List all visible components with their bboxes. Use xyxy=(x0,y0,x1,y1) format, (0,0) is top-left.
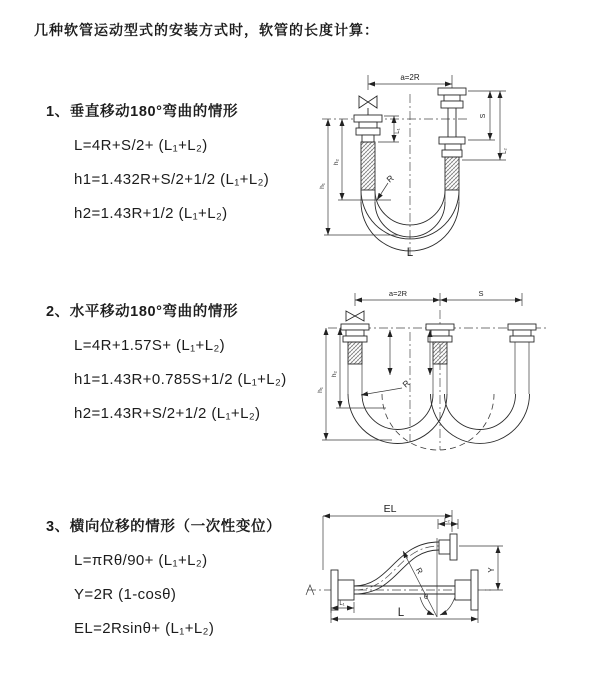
dim-label-l1: L₁ xyxy=(339,601,345,607)
section-3-heading: 3、横向位移的情形（一次性变位） xyxy=(46,519,282,535)
diagram-horizontal-u-bend xyxy=(300,282,580,467)
dim-label-r: R xyxy=(413,566,425,576)
section-3 xyxy=(46,515,281,654)
dim-label-h2: h₂ xyxy=(333,158,340,166)
formula-h2: h2=1.43R+S/2+1/2 (L₁+L₂) xyxy=(74,405,261,422)
dim-label-l: L xyxy=(397,607,405,619)
diagram-lateral-displacement xyxy=(295,498,600,668)
dimension-l xyxy=(331,607,478,623)
dim-label-h2: h₂ xyxy=(331,370,338,378)
dim-label-s: S xyxy=(480,113,487,119)
dim-label-r: R xyxy=(400,377,412,390)
braided-hose-section xyxy=(433,342,447,364)
dim-label-a2r: a=2R xyxy=(388,289,408,298)
braided-hose-section xyxy=(361,142,375,190)
formula-h1: h1=1.43R+0.785S+1/2 (L₁+L₂) xyxy=(74,371,287,388)
radius-leader xyxy=(377,173,396,200)
dim-label-l1: L₁ xyxy=(395,128,401,134)
valve-icon xyxy=(359,96,377,115)
radius-leader xyxy=(361,378,412,395)
dim-label-y: Y xyxy=(487,567,496,573)
dim-label-theta: θ xyxy=(423,592,429,601)
section-3-formulas xyxy=(74,552,281,637)
formula-L: L=4R+S/2+ (L₁+L₂) xyxy=(74,137,208,154)
right-fitting-moved xyxy=(508,324,536,342)
dimension-a2r xyxy=(355,289,522,306)
left-fitting xyxy=(341,324,369,364)
dim-label-h1: h₁ xyxy=(319,183,326,189)
dim-label-l2: L₂ xyxy=(502,148,508,154)
section-2-heading: 2、水平移动180°弯曲的情形 xyxy=(46,304,239,320)
dim-label-el: EL xyxy=(383,503,397,515)
formula-L: L=4R+1.57S+ (L₁+L₂) xyxy=(74,337,226,354)
dimension-a2r xyxy=(368,73,452,90)
right-fitting-upper xyxy=(438,88,466,137)
dim-label-l: L xyxy=(406,247,414,259)
left-fitting xyxy=(354,115,382,190)
dim-label-l2: L₂ xyxy=(444,518,450,524)
formula-Y: Y=2R (1-cosθ) xyxy=(74,586,177,603)
section-2-formulas xyxy=(74,337,287,422)
diagram-vertical-u-bend xyxy=(298,64,578,264)
dim-label-a2r: a=2R xyxy=(400,73,420,82)
right-fitting-lower xyxy=(439,137,465,190)
dimension-l2 xyxy=(438,518,458,529)
dim-label-h1: h₁ xyxy=(317,387,324,393)
section-1-formulas xyxy=(74,137,269,222)
section-1 xyxy=(46,100,269,239)
section-2 xyxy=(46,300,287,439)
dimension-s xyxy=(462,91,508,160)
dim-label-s: S xyxy=(478,289,484,298)
formula-EL: EL=2Rsinθ+ (L₁+L₂) xyxy=(74,620,215,637)
dimension-el xyxy=(323,503,452,570)
page-title: 几种软管运动型式的安装方式时，软管的长度计算： xyxy=(34,22,379,38)
formula-h2: h2=1.43R+1/2 (L₁+L₂) xyxy=(74,205,228,222)
dim-label-r: R xyxy=(384,172,396,185)
braided-hose-section xyxy=(445,157,459,190)
section-1-heading: 1、垂直移动180°弯曲的情形 xyxy=(46,104,239,120)
valve-icon xyxy=(346,311,364,321)
formula-h1: h1=1.432R+S/2+1/2 (L₁+L₂) xyxy=(74,171,270,188)
braided-hose-section xyxy=(348,342,362,364)
formula-L: L=πRθ/90+ (L₁+L₂) xyxy=(74,552,208,569)
right-flange-original xyxy=(455,570,478,610)
top-flange-moved xyxy=(439,534,457,560)
